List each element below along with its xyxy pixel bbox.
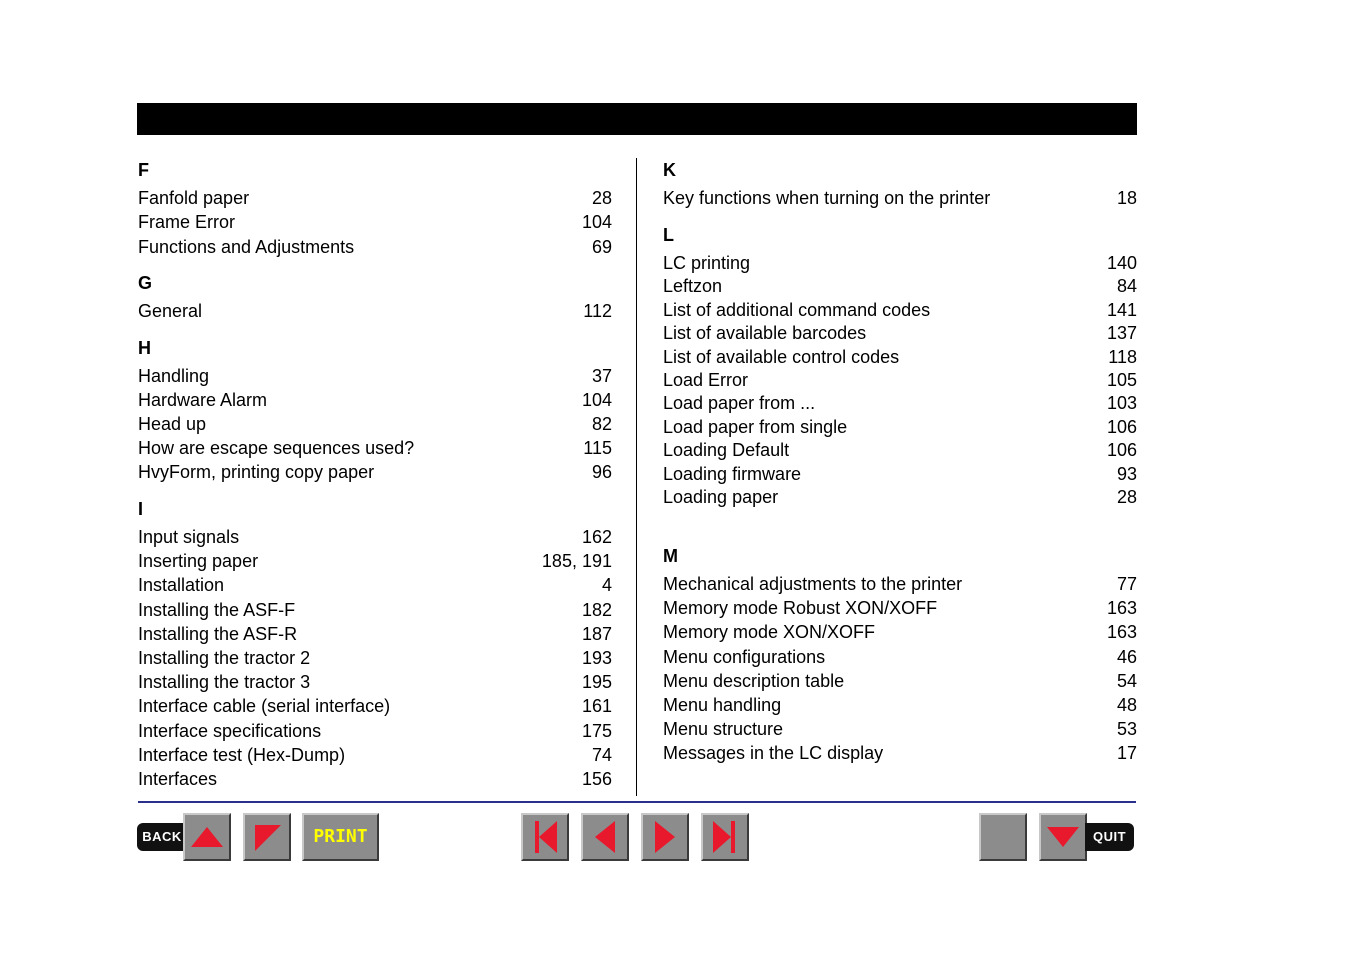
entry-title: Fanfold paper — [138, 188, 250, 208]
entry-title: Load Error — [663, 370, 749, 390]
print-button[interactable] — [302, 813, 379, 861]
entry-page-number: 182 — [581, 599, 612, 620]
entry-page-number: 37 — [591, 366, 612, 386]
entry-title: Loading firmware — [663, 463, 802, 484]
entry-page-number: 48 — [1116, 695, 1137, 715]
entry-title: Inserting paper — [138, 551, 259, 572]
entry-page-number: 96 — [591, 462, 612, 483]
entry-title: Load paper from single — [663, 416, 848, 437]
entry-title: Menu structure — [663, 719, 784, 740]
page-up-button[interactable] — [183, 813, 231, 861]
entry-title: Messages in the LC display — [663, 743, 884, 764]
entry-title: Interface specifications — [138, 720, 322, 741]
back-button[interactable]: BACK — [137, 823, 187, 851]
entry-title: Menu description table — [663, 670, 845, 691]
entry-title: Frame Error — [138, 212, 236, 233]
entry-page-number: 69 — [591, 236, 612, 257]
entry-title: Memory mode Robust XON/XOFF — [663, 598, 938, 619]
entry-page-number: 53 — [1116, 719, 1137, 740]
entry-title: LC printing — [663, 253, 751, 273]
entry-page-number: 141 — [1106, 299, 1137, 320]
section-letter: H — [138, 338, 151, 358]
first-page-button[interactable] — [521, 813, 569, 861]
entry-page-number: 115 — [583, 438, 612, 459]
entry-page-number: 112 — [583, 301, 612, 321]
entry-title: Installing the ASF-F — [138, 599, 296, 620]
entry-page-number: 156 — [581, 769, 612, 789]
entry-page-number: 28 — [1116, 487, 1137, 507]
entry-page-number: 104 — [581, 212, 612, 233]
entry-page-number: 106 — [1106, 440, 1137, 461]
entry-title: Handling — [138, 366, 210, 386]
entry-page-number: 162 — [581, 527, 612, 547]
entry-title: Memory mode XON/XOFF — [663, 622, 876, 643]
entry-page-number: 105 — [1106, 370, 1137, 390]
entry-title: Loading paper — [663, 487, 779, 507]
entry-title: Loading Default — [663, 440, 790, 461]
entry-page-number: 103 — [1106, 393, 1137, 414]
entry-page-number: 140 — [1106, 253, 1137, 273]
entry-page-number: 74 — [591, 744, 612, 765]
entry-title: Mechanical adjustments to the printer — [663, 574, 963, 594]
entry-page-number: 185, 191 — [541, 551, 612, 572]
entry-title: How are escape sequences used? — [138, 438, 415, 459]
next-page-button[interactable] — [641, 813, 689, 861]
previous-page-icon — [583, 815, 627, 859]
entry-title: Interface test (Hex-Dump) — [138, 744, 346, 765]
last-page-button[interactable] — [701, 813, 749, 861]
entry-title: Installing the tractor 3 — [138, 672, 311, 693]
quit-button[interactable]: QUIT — [1085, 823, 1134, 851]
entry-title: Interface cable (serial interface) — [138, 696, 391, 717]
entry-title: Input signals — [138, 527, 240, 547]
entry-page-number: 84 — [1116, 276, 1137, 297]
entry-title: Menu handling — [663, 695, 782, 715]
entry-page-number: 28 — [591, 188, 612, 208]
entry-page-number: 54 — [1116, 670, 1137, 691]
next-page-icon — [643, 815, 687, 859]
corner-arrow-icon — [245, 815, 289, 859]
entry-title: Installing the ASF-R — [138, 623, 298, 644]
entry-title: Leftzon — [663, 276, 723, 297]
entry-page-number: 137 — [1106, 323, 1137, 344]
section-letter: L — [663, 225, 674, 245]
previous-page-button[interactable] — [581, 813, 629, 861]
triangle-down-icon — [1041, 815, 1085, 859]
entry-title: Interfaces — [138, 769, 218, 789]
section-letter: F — [138, 160, 149, 180]
entry-page-number: 161 — [581, 696, 612, 717]
entry-page-number: 163 — [1106, 622, 1137, 643]
entry-page-number: 82 — [591, 414, 612, 435]
last-page-icon — [703, 815, 747, 859]
entry-title: Head up — [138, 414, 207, 435]
entry-title: Load paper from ... — [663, 393, 816, 414]
page-down-button[interactable] — [1039, 813, 1087, 861]
entry-title: Hardware Alarm — [138, 390, 268, 411]
entry-title: General — [138, 301, 203, 321]
entry-title: Key functions when turning on the printer — [663, 188, 991, 208]
entry-title: Functions and Adjustments — [138, 236, 355, 257]
entry-title: List of available barcodes — [663, 323, 867, 344]
entry-title: Menu configurations — [663, 646, 826, 667]
entry-page-number: 18 — [1116, 188, 1137, 208]
column-divider — [636, 158, 637, 796]
entry-page-number: 104 — [581, 390, 612, 411]
section-letter: I — [138, 499, 144, 519]
triangle-up-icon — [185, 815, 229, 859]
entry-page-number: 93 — [1116, 463, 1137, 484]
entry-page-number: 46 — [1116, 646, 1137, 667]
entry-page-number: 106 — [1106, 416, 1137, 437]
entry-page-number: 195 — [581, 672, 612, 693]
entry-page-number: 163 — [1106, 598, 1137, 619]
entry-title: List of available control codes — [663, 346, 900, 367]
entry-title: Installing the tractor 2 — [138, 648, 311, 668]
entry-page-number: 175 — [581, 720, 612, 741]
entry-page-number: 17 — [1116, 743, 1137, 764]
entry-title: Installation — [138, 575, 225, 596]
entry-page-number: 187 — [581, 623, 612, 644]
first-page-icon — [523, 815, 567, 859]
entry-page-number: 4 — [601, 575, 612, 596]
print-label: PRINT — [313, 826, 368, 847]
entry-page-number: 77 — [1116, 574, 1137, 594]
header-bar — [137, 103, 1137, 135]
previous-view-button[interactable] — [243, 813, 291, 861]
section-letter: M — [663, 546, 678, 566]
section-letter: K — [663, 160, 676, 180]
entry-title: List of additional command codes — [663, 299, 931, 320]
entry-page-number: 193 — [581, 648, 612, 668]
section-letter: G — [138, 273, 153, 293]
entry-page-number: 118 — [1108, 346, 1137, 367]
footer-rule — [138, 801, 1136, 803]
entry-title: HvyForm, printing copy paper — [138, 462, 375, 483]
blank-button[interactable] — [979, 813, 1027, 861]
